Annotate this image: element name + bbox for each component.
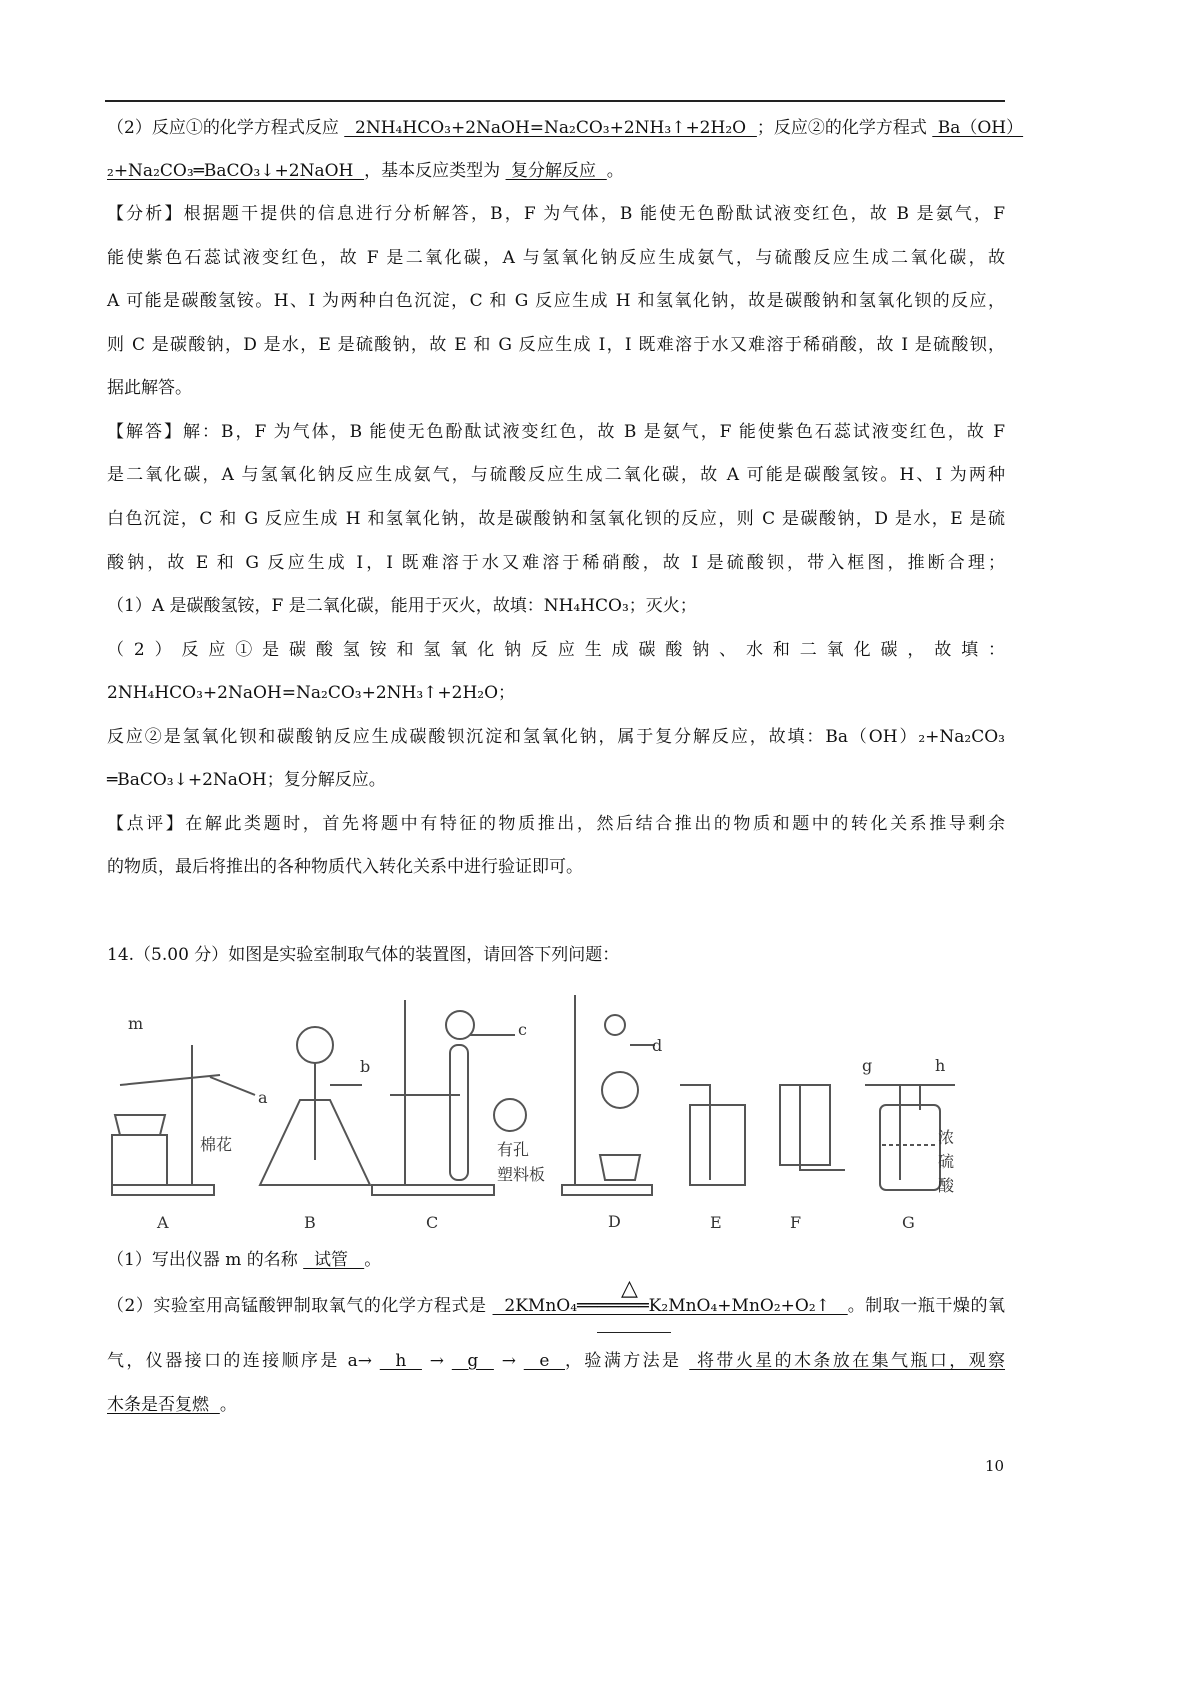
text-line (107, 116, 1024, 140)
apparatus-label-e: E (710, 1213, 722, 1232)
text-segment: 。制取一瓶干燥的氧 (847, 1296, 1005, 1316)
text-segment: 【点评】在解此类题时，首先将题中有特征的物质推出，然后结合推出的物质和题中的转化关系推导剩余 (107, 814, 1005, 834)
text-line (107, 681, 1005, 705)
text-line (107, 638, 1005, 662)
label-acid-3: 酸 (938, 1176, 955, 1195)
text-segment: 则 C 是碳酸钠，D 是水，E 是硫酸钠，故 E 和 G 反应生成 I，I 既难溶于水又难溶于稀硝酸，故 I 是硫酸钡， (107, 335, 1005, 355)
text-line (107, 725, 1005, 749)
text-segment: A 可能是碳酸氢铵。H、I 为两种白色沉淀，C 和 G 反应生成 H 和氢氧化钠，故是碳酸钠和氢氧化钡的反应， (107, 291, 1005, 311)
text-line (107, 159, 1005, 183)
text-line (107, 1349, 1005, 1373)
text-segment: 据此解答。 (107, 378, 192, 398)
text-segment: ═BaCO₃↓+2NaOH；复分解反应。 (107, 770, 386, 790)
label-acid-1: 浓 (938, 1128, 955, 1147)
heating-condition (597, 1276, 671, 1340)
text-segment: 。 (219, 1395, 237, 1415)
text-segment: 能使紫色石蕊试液变红色，故 F 是二氧化碳，A 与氢氧化钠反应生成氨气，与硫酸反应生成二氧化碳，故 (107, 248, 1005, 268)
text-segment: 2NH₄HCO₃+2NaOH=Na₂CO₃+2NH₃↑+2H₂O； (107, 683, 516, 703)
text-line (107, 246, 1005, 270)
label-g: g (862, 1056, 873, 1075)
apparatus-label-a: A (157, 1213, 169, 1232)
text-segment: （2）反应①是碳酸氢铵和氢氧化钠反应生成碳酸钠、水和二氧化碳，故填： (107, 640, 1005, 660)
text-line (107, 594, 1005, 618)
text-line (107, 1294, 1005, 1318)
lab-apparatus-figure (100, 985, 1000, 1235)
heat-symbol: △ (621, 1276, 638, 1301)
apparatus-label-b: B (304, 1213, 316, 1232)
text-line (107, 855, 1005, 879)
answer-blank: 将带火星的木条放在集气瓶口，观察 (689, 1351, 1006, 1371)
label-m: m (128, 1014, 144, 1033)
text-line (107, 943, 1005, 967)
text-segment: ，验满方法是 (565, 1351, 690, 1371)
answer-blank: 2NH₄HCO₃+2NaOH=Na₂CO₃+2NH₃↑+2H₂O (344, 118, 757, 138)
text-line (107, 333, 1005, 357)
text-segment: 。 (606, 161, 624, 181)
answer-blank: 试管 (303, 1250, 365, 1270)
text-line (107, 812, 1005, 836)
text-segment: 的物质，最后将推出的各种物质代入转化关系中进行验证即可。 (107, 857, 583, 877)
label-c: c (518, 1020, 527, 1039)
label-cotton: 棉花 (200, 1135, 233, 1154)
text-segment: （2）实验室用高锰酸钾制取氧气的化学方程式是 (107, 1296, 493, 1316)
text-segment: 。 (364, 1250, 382, 1270)
label-a: a (258, 1088, 268, 1107)
text-line (107, 463, 1005, 487)
text-segment: （2）反应①的化学方程式反应 (107, 118, 345, 138)
text-line (107, 768, 1005, 792)
text-segment: 气，仪器接口的连接顺序是 a→ (107, 1351, 380, 1371)
answer-blank: 2KMnO₄═══════K₂MnO₄+MnO₂+O₂↑ (492, 1296, 848, 1316)
text-segment: 白色沉淀，C 和 G 反应生成 H 和氢氧化钠，故是碳酸钠和氢氧化钡的反应，则 C 是碳酸钠，D 是水，E 是硫 (107, 509, 1005, 529)
answer-blank: ₂+Na₂CO₃═BaCO₃↓+2NaOH (107, 161, 365, 181)
apparatus-label-g: G (902, 1213, 915, 1232)
apparatus-label-f: F (790, 1213, 802, 1232)
text-segment: ；反应②的化学方程式 (756, 118, 933, 138)
answer-blank: g (451, 1351, 494, 1371)
text-line (107, 1248, 1005, 1272)
answer-blank: h (379, 1351, 422, 1371)
text-segment: 酸钠，故 E 和 G 反应生成 I，I 既难溶于水又难溶于稀硝酸，故 I 是硫酸钡，带入框图，推断合理； (107, 553, 1005, 573)
text-segment: 【解答】解：B，F 为气体，B 能使无色酚酞试液变红色，故 B 是氨气，F 能使紫色石蕊试液变红色，故 F (107, 422, 1005, 442)
text-line (107, 1393, 1005, 1417)
label-h: h (935, 1056, 946, 1075)
text-line (107, 420, 1005, 444)
answer-blank: e (523, 1351, 566, 1371)
header-rule (105, 100, 1005, 102)
answer-blank: 复分解反应 (505, 161, 607, 181)
text-segment: （1）写出仪器 m 的名称 (107, 1250, 304, 1270)
apparatus-label-c: C (426, 1213, 439, 1232)
text-segment: ，基本反应类型为 (364, 161, 506, 181)
text-segment: 14.（5.00 分）如图是实验室制取气体的装置图，请回答下列问题： (107, 945, 620, 965)
text-segment: 【分析】根据题干提供的信息进行分析解答，B，F 为气体，B 能使无色酚酞试液变红色，故 B 是氨气，F (107, 204, 1005, 224)
apparatus-label-d: D (608, 1212, 621, 1231)
text-segment: → (493, 1351, 524, 1371)
label-plate-2: 塑料板 (497, 1165, 546, 1184)
text-segment: → (421, 1351, 452, 1371)
answer-blank: Ba（OH） (932, 118, 1024, 138)
text-segment: 反应②是氢氧化钡和碳酸钠反应生成碳酸钡沉淀和氢氧化钠，属于复分解反应，故填：Ba（OH）₂+Na₂CO₃ (107, 727, 1005, 747)
label-b: b (360, 1057, 371, 1076)
text-segment: 是二氧化碳，A 与氢氧化钠反应生成氨气，与硫酸反应生成二氧化碳，故 A 可能是碳酸氢铵。H、I 为两种 (107, 465, 1005, 485)
text-line (107, 202, 1005, 226)
label-d: d (652, 1036, 663, 1055)
answer-blank: 木条是否复燃 (107, 1395, 220, 1415)
label-plate-1: 有孔 (497, 1140, 530, 1159)
text-line (107, 507, 1005, 531)
text-segment: （1）A 是碳酸氢铵，F 是二氧化碳，能用于灭火，故填：NH₄HCO₃；灭火； (107, 596, 697, 616)
text-line (107, 376, 1005, 400)
text-line (107, 289, 1005, 313)
page-number: 10 (985, 1457, 1005, 1475)
text-line (107, 551, 1005, 575)
label-acid-2: 硫 (938, 1152, 955, 1171)
